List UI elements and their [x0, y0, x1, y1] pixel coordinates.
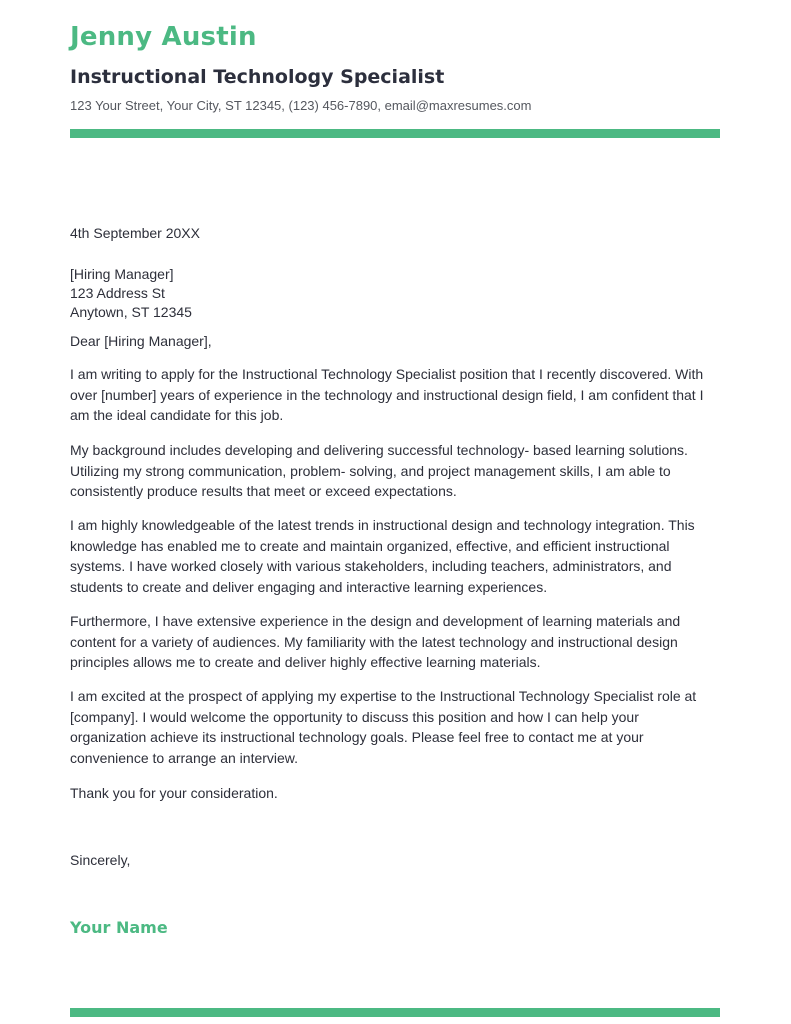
footer-divider [70, 1008, 720, 1017]
letter-date: 4th September 20XX [70, 225, 200, 241]
body-paragraph: My background includes developing and delivering successful technology- based learning solutions. Utilizing my strong communication, problem- solving, and project management skills, I am able to consistently produce results that meet or exceed expectations. [70, 442, 688, 499]
salutation: Dear [Hiring Manager], [70, 333, 212, 349]
body-paragraph: I am highly knowledgeable of the latest trends in instructional design and technology integration. This knowledge has enabled me to create and maintain organized, effective, and efficient instructional systems. I have worked closely with various stakeholders, including teachers, administrators, and students to create and deliver engaging and interactive learning experiences. [70, 517, 695, 595]
applicant-name: Jenny Austin [70, 22, 257, 52]
recipient-city: Anytown, ST 12345 [70, 304, 192, 320]
closing: Sincerely, [70, 852, 131, 868]
body-paragraph: Furthermore, I have extensive experience in the design and development of learning materials and content for a variety of audiences. My familiarity with the latest technology and instructional design principles allows me to create and deliver highly effective learning materials. [70, 613, 681, 670]
recipient-block [70, 265, 715, 322]
signature-name: Your Name [70, 918, 168, 937]
job-title: Instructional Technology Specialist [70, 66, 445, 88]
contact-info: 123 Your Street, Your City, ST 12345, (123) 456-7890, email@maxresumes.com [70, 98, 532, 113]
recipient-name: [Hiring Manager] [70, 266, 174, 282]
thanks-line: Thank you for your consideration. [70, 785, 278, 801]
body-paragraph: I am writing to apply for the Instructional Technology Specialist position that I recently discovered. With over [number] years of experience in the technology and instructional design field, I am confident that I am the ideal candidate for this job. [70, 366, 704, 423]
cover-letter-page [70, 0, 720, 1024]
recipient-address: 123 Address St [70, 285, 165, 301]
header-divider [70, 129, 720, 138]
body-paragraph: I am excited at the prospect of applying my expertise to the Instructional Technology Specialist role at [company]. I would welcome the opportunity to discuss this position and how I can help your organization achieve its instructional technology goals. Please feel free to contact me at your convenience to arrange an interview. [70, 688, 697, 766]
